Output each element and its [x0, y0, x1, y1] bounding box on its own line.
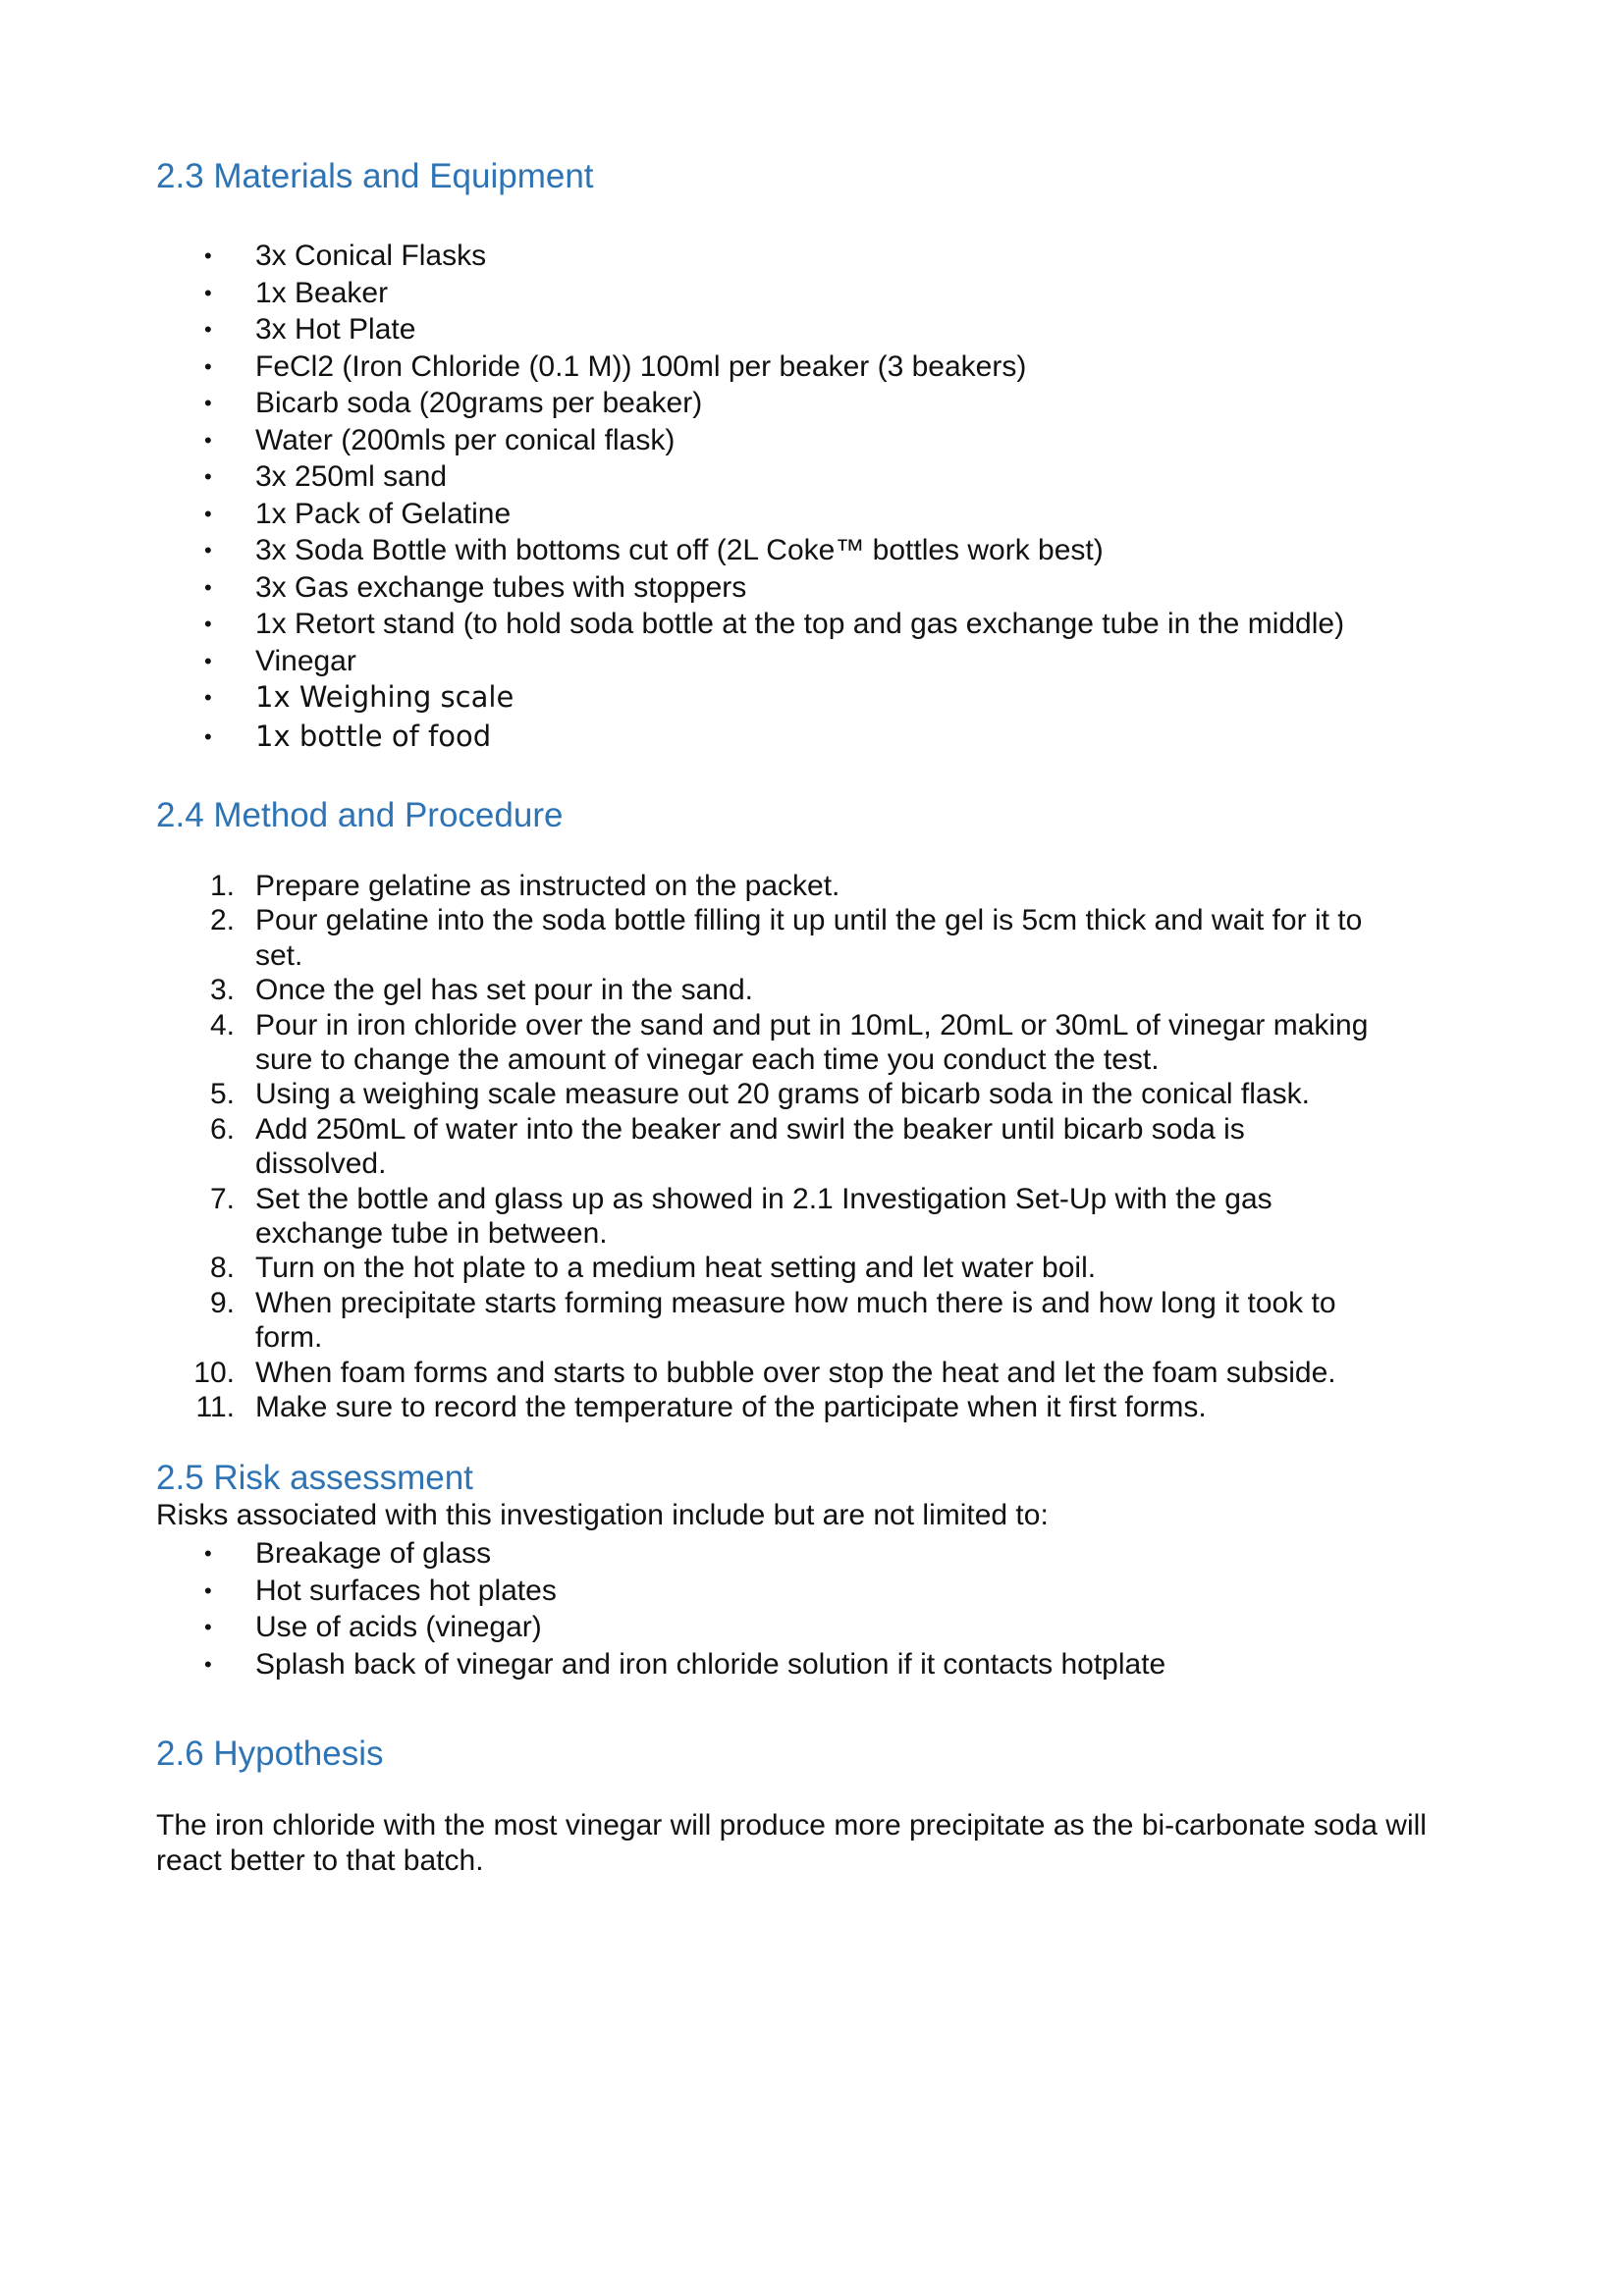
list-item	[0, 275, 1624, 312]
list-item	[0, 903, 1624, 973]
list-item-text: 3x Gas exchange tubes with stoppers	[255, 570, 747, 604]
risk-list	[0, 1535, 1624, 1682]
list-item	[0, 532, 1624, 569]
list-item	[0, 496, 1624, 533]
list-item-text: 1x bottle of food	[255, 719, 492, 753]
bullet-icon: •	[204, 427, 212, 453]
list-item	[0, 458, 1624, 496]
bullet-icon: •	[204, 538, 212, 562]
list-item-text: FeCl2 (Iron Chloride (0.1 M)) 100ml per beaker (3 beakers)	[255, 349, 1027, 383]
hypothesis-text: The iron chloride with the most vinegar will produce more precipitate as the bi-carbonate soda will react better to that batch.	[156, 1809, 1427, 1877]
list-item	[0, 643, 1624, 680]
list-item-text: 1x Beaker	[255, 276, 389, 309]
bullet-icon: •	[204, 1615, 212, 1640]
list-item-text: 3x 250ml sand	[255, 460, 448, 493]
list-item-text: 3x Soda Bottle with bottoms cut off (2L Coke™ bottles work best)	[255, 534, 1104, 566]
step-number: 1.	[209, 870, 235, 902]
list-item-text: Use of acids (vinegar)	[255, 1611, 542, 1644]
list-item-text: Bicarb soda (20grams per beaker)	[255, 387, 703, 419]
list-item	[0, 348, 1624, 386]
bullet-icon: •	[204, 1541, 212, 1566]
bullet-icon: •	[204, 723, 212, 749]
list-item	[0, 1182, 1624, 1252]
risk-heading: 2.5 Risk assessment	[156, 1459, 473, 1497]
list-item	[0, 422, 1624, 459]
list-item	[0, 1077, 1624, 1111]
step-text: Using a weighing scale measure out 20 grams of bicarb soda in the conical flask.	[255, 1078, 1310, 1111]
list-item-text: 1x Weighing scale	[255, 680, 514, 714]
step-number: 4.	[209, 1008, 235, 1041]
list-item	[0, 869, 1624, 903]
bullet-icon: •	[204, 280, 212, 305]
materials-list	[0, 238, 1624, 757]
list-item-text: 3x Hot Plate	[255, 313, 416, 346]
step-number: 10.	[193, 1356, 235, 1389]
bullet-icon: •	[204, 391, 212, 415]
list-item-text: 1x Pack of Gelatine	[255, 497, 512, 530]
risk-intro: Risks associated with this investigation include but are not limited to:	[156, 1499, 1049, 1531]
list-item	[0, 311, 1624, 348]
step-number: 6.	[209, 1112, 235, 1146]
step-text: Add 250mL of water into the beaker and swirl the beaker until bicarb soda is dissolved.	[255, 1112, 1245, 1181]
bullet-icon: •	[204, 574, 212, 600]
list-item-text: Splash back of vinegar and iron chloride solution if it contacts hotplate	[255, 1647, 1166, 1681]
step-number: 2.	[209, 904, 235, 937]
list-item	[0, 1251, 1624, 1285]
list-item	[0, 1646, 1624, 1683]
step-text: Turn on the hot plate to a medium heat setting and let water boil.	[255, 1252, 1097, 1285]
list-item	[0, 1008, 1624, 1078]
list-item	[0, 973, 1624, 1007]
list-item	[0, 717, 1624, 757]
list-item	[0, 1573, 1624, 1610]
list-item	[0, 1390, 1624, 1424]
list-item-text: Water (200mls per conical flask)	[255, 423, 676, 456]
list-item-text: Hot surfaces hot plates	[255, 1574, 557, 1607]
bullet-icon: •	[204, 648, 212, 673]
list-item-text: Vinegar	[255, 644, 356, 677]
bullet-icon: •	[204, 353, 212, 379]
bullet-icon: •	[204, 612, 212, 636]
bullet-icon: •	[204, 317, 212, 342]
bullet-icon: •	[204, 1577, 212, 1603]
materials-heading: 2.3 Materials and Equipment	[156, 157, 594, 195]
list-item	[0, 385, 1624, 422]
step-number: 8.	[209, 1252, 235, 1285]
bullet-icon: •	[204, 464, 212, 489]
step-text: When precipitate starts forming measure how much there is and how long it took to form.	[255, 1286, 1336, 1355]
hypothesis-heading: 2.6 Hypothesis	[156, 1735, 384, 1773]
list-item-text: 3x Conical Flasks	[255, 240, 487, 272]
step-text: Prepare gelatine as instructed on the packet.	[255, 870, 840, 902]
step-text: When foam forms and starts to bubble over stop the heat and let the foam subside.	[255, 1356, 1336, 1389]
list-item	[0, 1112, 1624, 1182]
list-item-text: 1x Retort stand (to hold soda bottle at the top and gas exchange tube in the middle)	[255, 608, 1345, 640]
list-item	[0, 1356, 1624, 1390]
list-item	[0, 1609, 1624, 1646]
step-number: 11.	[195, 1391, 235, 1424]
list-item	[0, 569, 1624, 607]
list-item	[0, 238, 1624, 275]
list-item	[0, 1535, 1624, 1573]
bullet-icon: •	[204, 501, 212, 526]
list-item-text: Breakage of glass	[255, 1537, 492, 1570]
list-item	[0, 606, 1624, 643]
bullet-icon: •	[204, 243, 212, 268]
list-item	[0, 1286, 1624, 1356]
bullet-icon: •	[204, 685, 212, 710]
list-item	[0, 679, 1624, 717]
step-number: 9.	[209, 1286, 235, 1319]
step-text: Pour gelatine into the soda bottle filling it up until the gel is 5cm thick and wait for it to set.	[255, 904, 1363, 972]
step-text: Once the gel has set pour in the sand.	[255, 974, 753, 1007]
step-text: Make sure to record the temperature of the participate when it first forms.	[255, 1391, 1207, 1424]
step-text: Set the bottle and glass up as showed in 2.1 Investigation Set-Up with the gas exchange tube in between.	[255, 1182, 1272, 1251]
bullet-icon: •	[204, 1651, 212, 1677]
method-steps-list	[0, 869, 1624, 1425]
step-text: Pour in iron chloride over the sand and put in 10mL, 20mL or 30mL of vinegar making sure to change the amount of vinegar each time you conduct the test.	[255, 1008, 1369, 1077]
step-number: 5.	[209, 1078, 235, 1111]
step-number: 3.	[209, 974, 235, 1007]
step-number: 7.	[209, 1182, 235, 1215]
method-heading: 2.4 Method and Procedure	[156, 796, 564, 834]
